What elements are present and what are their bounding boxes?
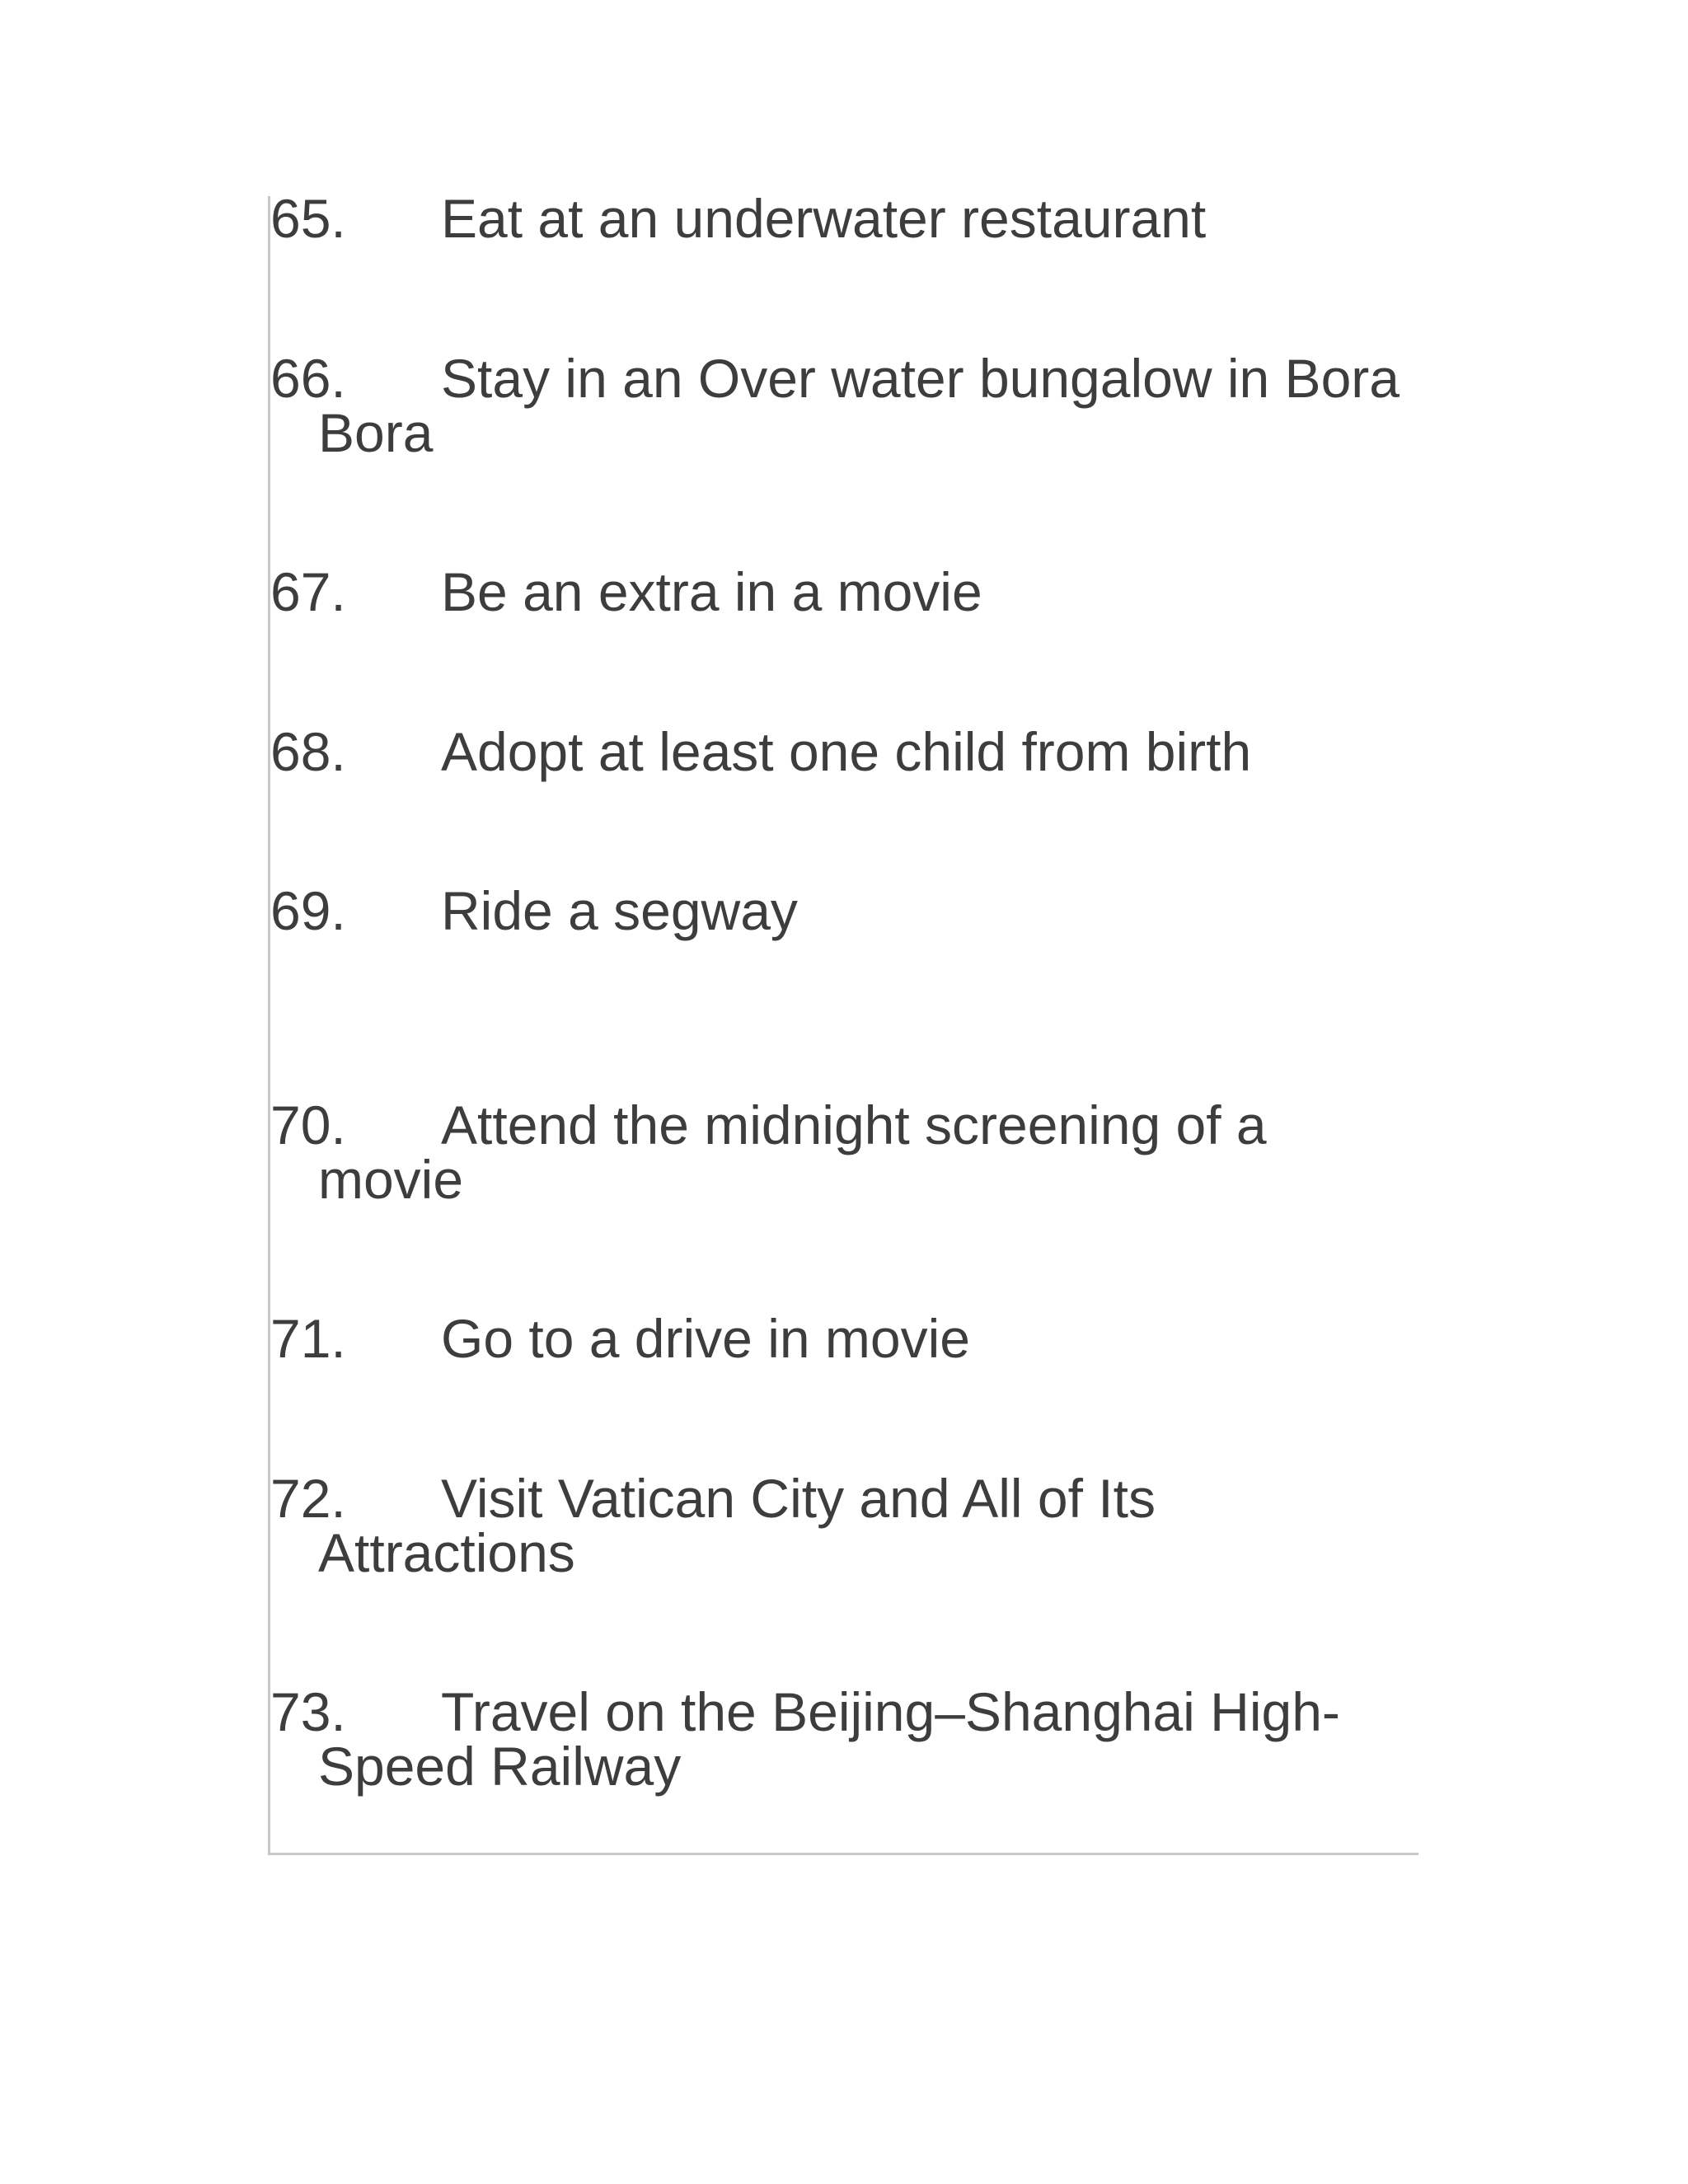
- list-item: [270, 348, 1418, 463]
- list-item-text: Go to a drive in movie: [441, 1308, 970, 1369]
- list-item: [270, 1308, 1418, 1369]
- list-item-text: Attend the midnight screening of a: [441, 1094, 1267, 1155]
- list-item-first-line: [270, 1308, 1418, 1369]
- list-item-number: 71.: [270, 1308, 346, 1369]
- list-item-number: 72.: [270, 1468, 346, 1529]
- list-item-number: 70.: [270, 1094, 346, 1155]
- list-item: [270, 721, 1418, 782]
- frame-bottom-border: [268, 1853, 1418, 1855]
- list-item-first-line: [270, 188, 1418, 249]
- list-item-number: 69.: [270, 880, 346, 941]
- list-item: [270, 188, 1418, 249]
- list-item-first-line: [270, 1094, 1418, 1155]
- list-item-text: Ride a segway: [441, 880, 798, 941]
- list-item-text: Adopt at least one child from birth: [441, 721, 1252, 782]
- list-item-first-line: [270, 880, 1418, 941]
- list-item-first-line: [270, 561, 1418, 622]
- list-item-first-line: [270, 721, 1418, 782]
- list-item: [270, 1094, 1418, 1210]
- list-item: [270, 880, 1418, 941]
- list-item-first-line: [270, 1681, 1418, 1742]
- list-item-continuation: Attractions: [318, 1522, 575, 1583]
- list-item-continuation: Bora: [318, 402, 434, 463]
- list-item-number: 68.: [270, 721, 346, 782]
- list-item: [270, 1468, 1418, 1583]
- list-item: [270, 1681, 1418, 1797]
- list-item-number: 65.: [270, 188, 346, 249]
- list-item-first-line: [270, 1468, 1418, 1529]
- list-item-text: Travel on the Beijing–Shanghai High-: [441, 1681, 1340, 1742]
- list-item-text: Be an extra in a movie: [441, 561, 982, 622]
- list-item-text: Stay in an Over water bungalow in Bora: [441, 348, 1400, 409]
- list-item-text: Visit Vatican City and All of Its: [441, 1468, 1156, 1529]
- list-item-number: 66.: [270, 348, 346, 409]
- list-item-number: 67.: [270, 561, 346, 622]
- list-item-text: Eat at an underwater restaurant: [441, 188, 1207, 249]
- list-item-first-line: [270, 348, 1418, 409]
- list-item-number: 73.: [270, 1681, 346, 1742]
- list-item-continuation: Speed Railway: [318, 1736, 682, 1797]
- list-item-continuation: movie: [318, 1149, 464, 1210]
- list-item: [270, 561, 1418, 622]
